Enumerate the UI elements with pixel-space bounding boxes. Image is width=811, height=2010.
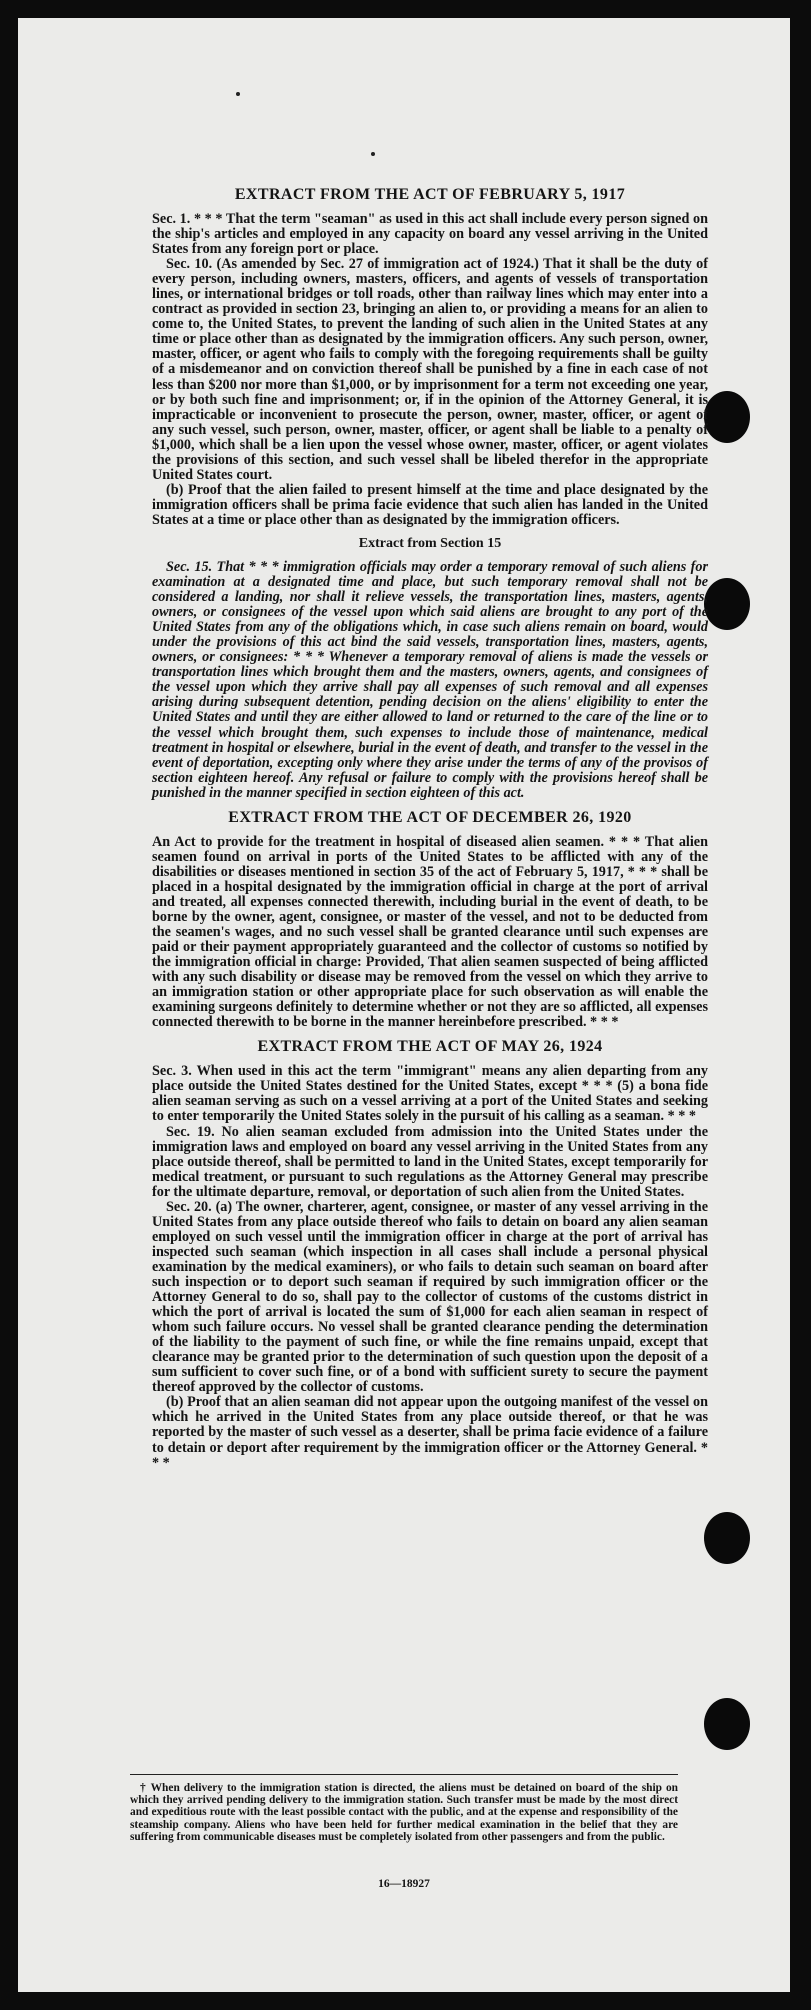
paragraph: Sec. 20. (a) The owner, charterer, agent, consignee, or master of any vessel arriving in the United States from any place outside thereof who fails to detain on board any alien seaman employed on such vessel until the immigration officer in charge at the port of arrival has inspected such seaman (which inspection in all cases shall include a personal physical examination by the medical examiners), or who fails to detain such seaman on board after such inspection or to deport such seaman if required by such immigration officer or the Attorney General to do so, shall pay to the collector of customs of the customs district in which the port of arrival is located the sum of $1,000 for each alien seaman in respect of whom such failure occurs. No vessel shall be granted clearance pending the determination of the liability to the payment of such fine, or while the fine remains unpaid, except that clearance may be granted prior to the determination of such question upon the deposit of a sum sufficient to cover such fine, or of a bond with sufficient surety to secure the payment thereof approved by the collector of customs. [152, 1198, 708, 1396]
document-body [152, 178, 708, 1471]
section-heading: EXTRACT FROM THE ACT OF FEBRUARY 5, 1917 [234, 186, 626, 203]
section-heading: EXTRACT FROM THE ACT OF MAY 26, 1924 [257, 1038, 603, 1056]
punch-hole [704, 1512, 750, 1564]
ink-speck [371, 152, 375, 156]
form-number: 16—18927 [378, 1878, 430, 1890]
paragraph: (b) Proof that an alien seaman did not appear upon the outgoing manifest of the vessel on which he arrived in the United States from any place outside thereof, or that he was reported by the master of such vessel as a deserter, shall be prima facie evidence of a failure to detain or deport after requirement by the immigration officer or the Attorney General. * * * [152, 1394, 708, 1471]
paragraph: Sec. 10. (As amended by Sec. 27 of immigration act of 1924.) That it shall be the duty of every person, including owners, masters, officers, and agents of vessels of transportation lines, or international bridges or toll roads, other than railway lines which may enter into a contract as provided in section 23, bringing an alien to, or providing a means for an alien to come to, the United States, to prevent the landing of such alien in the United States at any time or place other than as designated by the immigration officers. Any such person, owner, master, officer, or agent who fails to comply with the foregoing requirements shall be guilty of a misdemeanor and on conviction thereof shall be punished by a fine in each case of not less than $200 nor more than $1,000, or by imprisonment for a term not exceeding one year, or by both such fine and imprisonment; or, if in the opinion of the Attorney General, it is impracticable or inconvenient to prosecute the person, owner, master, officer, or agent of any such vessel, such person, owner, master, officer, or agent shall be liable to a penalty of $1,000, which shall be a lien upon the vessel whose owner, master, officer, or agent violates the provisions of this section, and such vessel shall be libeled therefor in the appropriate United States court. [152, 256, 708, 483]
paragraph: (b) Proof that the alien failed to present himself at the time and place designated by the immigration officers shall be prima facie evidence that such alien has landed in the United States at a time or place other than as designated by the immigration officers. [152, 481, 708, 528]
punch-hole [704, 391, 750, 443]
footnote: † When delivery to the immigration station is directed, the aliens must be detained on board of the ship on which they arrived pending delivery to the immigration station. Such transfer must be made by the most direct and expeditious route with the least possible contact with the public, and at the expense and responsibility of the steamship company. Aliens who have been held for further medical examination in the belief that they are suffering from communicable diseases must be completely isolated from other passengers and from the public. [130, 1782, 678, 1843]
section-subheading: Extract from Section 15 [358, 535, 502, 551]
footnote-divider [130, 1774, 678, 1775]
punch-hole [704, 578, 750, 630]
paragraph: An Act to provide for the treatment in hospital of diseased alien seamen. * * * That alien seamen found on arrival in ports of the United States to be afflicted with any of the disabilities or diseases mentioned in section 35 of the act of February 5, 1917, * * * shall be placed in a hospital designated by the immigration official in charge at the port of arrival and treated, all expenses connected therewith, including burial in the event of death, to be borne by the owner, agent, consignee, or master of the vessel, and not to be deducted from the seamen's wages, and no such vessel shall be granted clearance until such expenses are paid or their payment appropriately guaranteed and the collector of customs so notified by the immigration official in charge: Provided, That alien seamen suspected of being afflicted with any such disability or disease may be removed from the vessel on which they arrive to an immigration station or other appropriate place for such observation as will enable the examining surgeons definitely to determine whether or not they are so afflicted, all expenses connected therewith to be borne in the manner hereinbefore prescribed. * * * [152, 833, 708, 1031]
paragraph-italic: Sec. 15. That * * * immigration officials may order a temporary removal of such aliens for examination at a designated time and place, but such temporary removal shall not be considered a landing, nor shall it relieve vessels, the transportation lines, masters, agents, owners, or consignees of the vessel upon which said aliens are brought to any port of the United States from any of the obligations which, in case such aliens remain on board, would under the provisions of this act bind the said vessels, transportation lines, masters, agents, owners, or consignees: * * * Whenever a temporary removal of aliens is made the vessels or transportation lines which brought them and the masters, owners, agents, and consignees of the vessel upon which they arrive shall pay all expenses of such removal and all expenses arising during subsequent detention, pending decision on the aliens' eligibility to enter the United States and until they are either allowed to land or returned to the care of the line or to the vessel which brought them, such expenses to include those of maintenance, medical treatment in hospital or elsewhere, burial in the event of death, and transfer to the vessel in the event of deportation, excepting only where they arise under the terms of any of the provisos of section eighteen hereof. Any refusal or failure to comply with the provisions hereof shall be punished in the manner specified in section eighteen of this act. [152, 558, 708, 801]
punch-hole [704, 1698, 750, 1750]
paragraph: Sec. 19. No alien seaman excluded from admission into the United States under the immigration laws and employed on board any vessel arriving in the United States from any place outside thereof, shall be permitted to land in the United States, except temporarily for medical treatment, or pursuant to such regulations as the Attorney General may prescribe for the ultimate departure, removal, or deportation of such alien from the United States. [152, 1123, 708, 1200]
paragraph: Sec. 1. * * * That the term "seaman" as used in this act shall include every person signed on the ship's articles and employed in any capacity on board any vessel arriving in the United States from any foreign port or place. [152, 211, 708, 258]
ink-speck [236, 92, 240, 96]
section-heading: EXTRACT FROM THE ACT OF DECEMBER 26, 1920 [228, 808, 632, 826]
paragraph: Sec. 3. When used in this act the term "immigrant" means any alien departing from any place outside the United States destined for the United States, except * * * (5) a bona fide alien seaman serving as such on a vessel arriving at a port of the United States and seeking to enter temporarily the United States solely in the pursuit of his calling as a seaman. * * * [152, 1063, 708, 1125]
document-page [18, 18, 790, 1992]
